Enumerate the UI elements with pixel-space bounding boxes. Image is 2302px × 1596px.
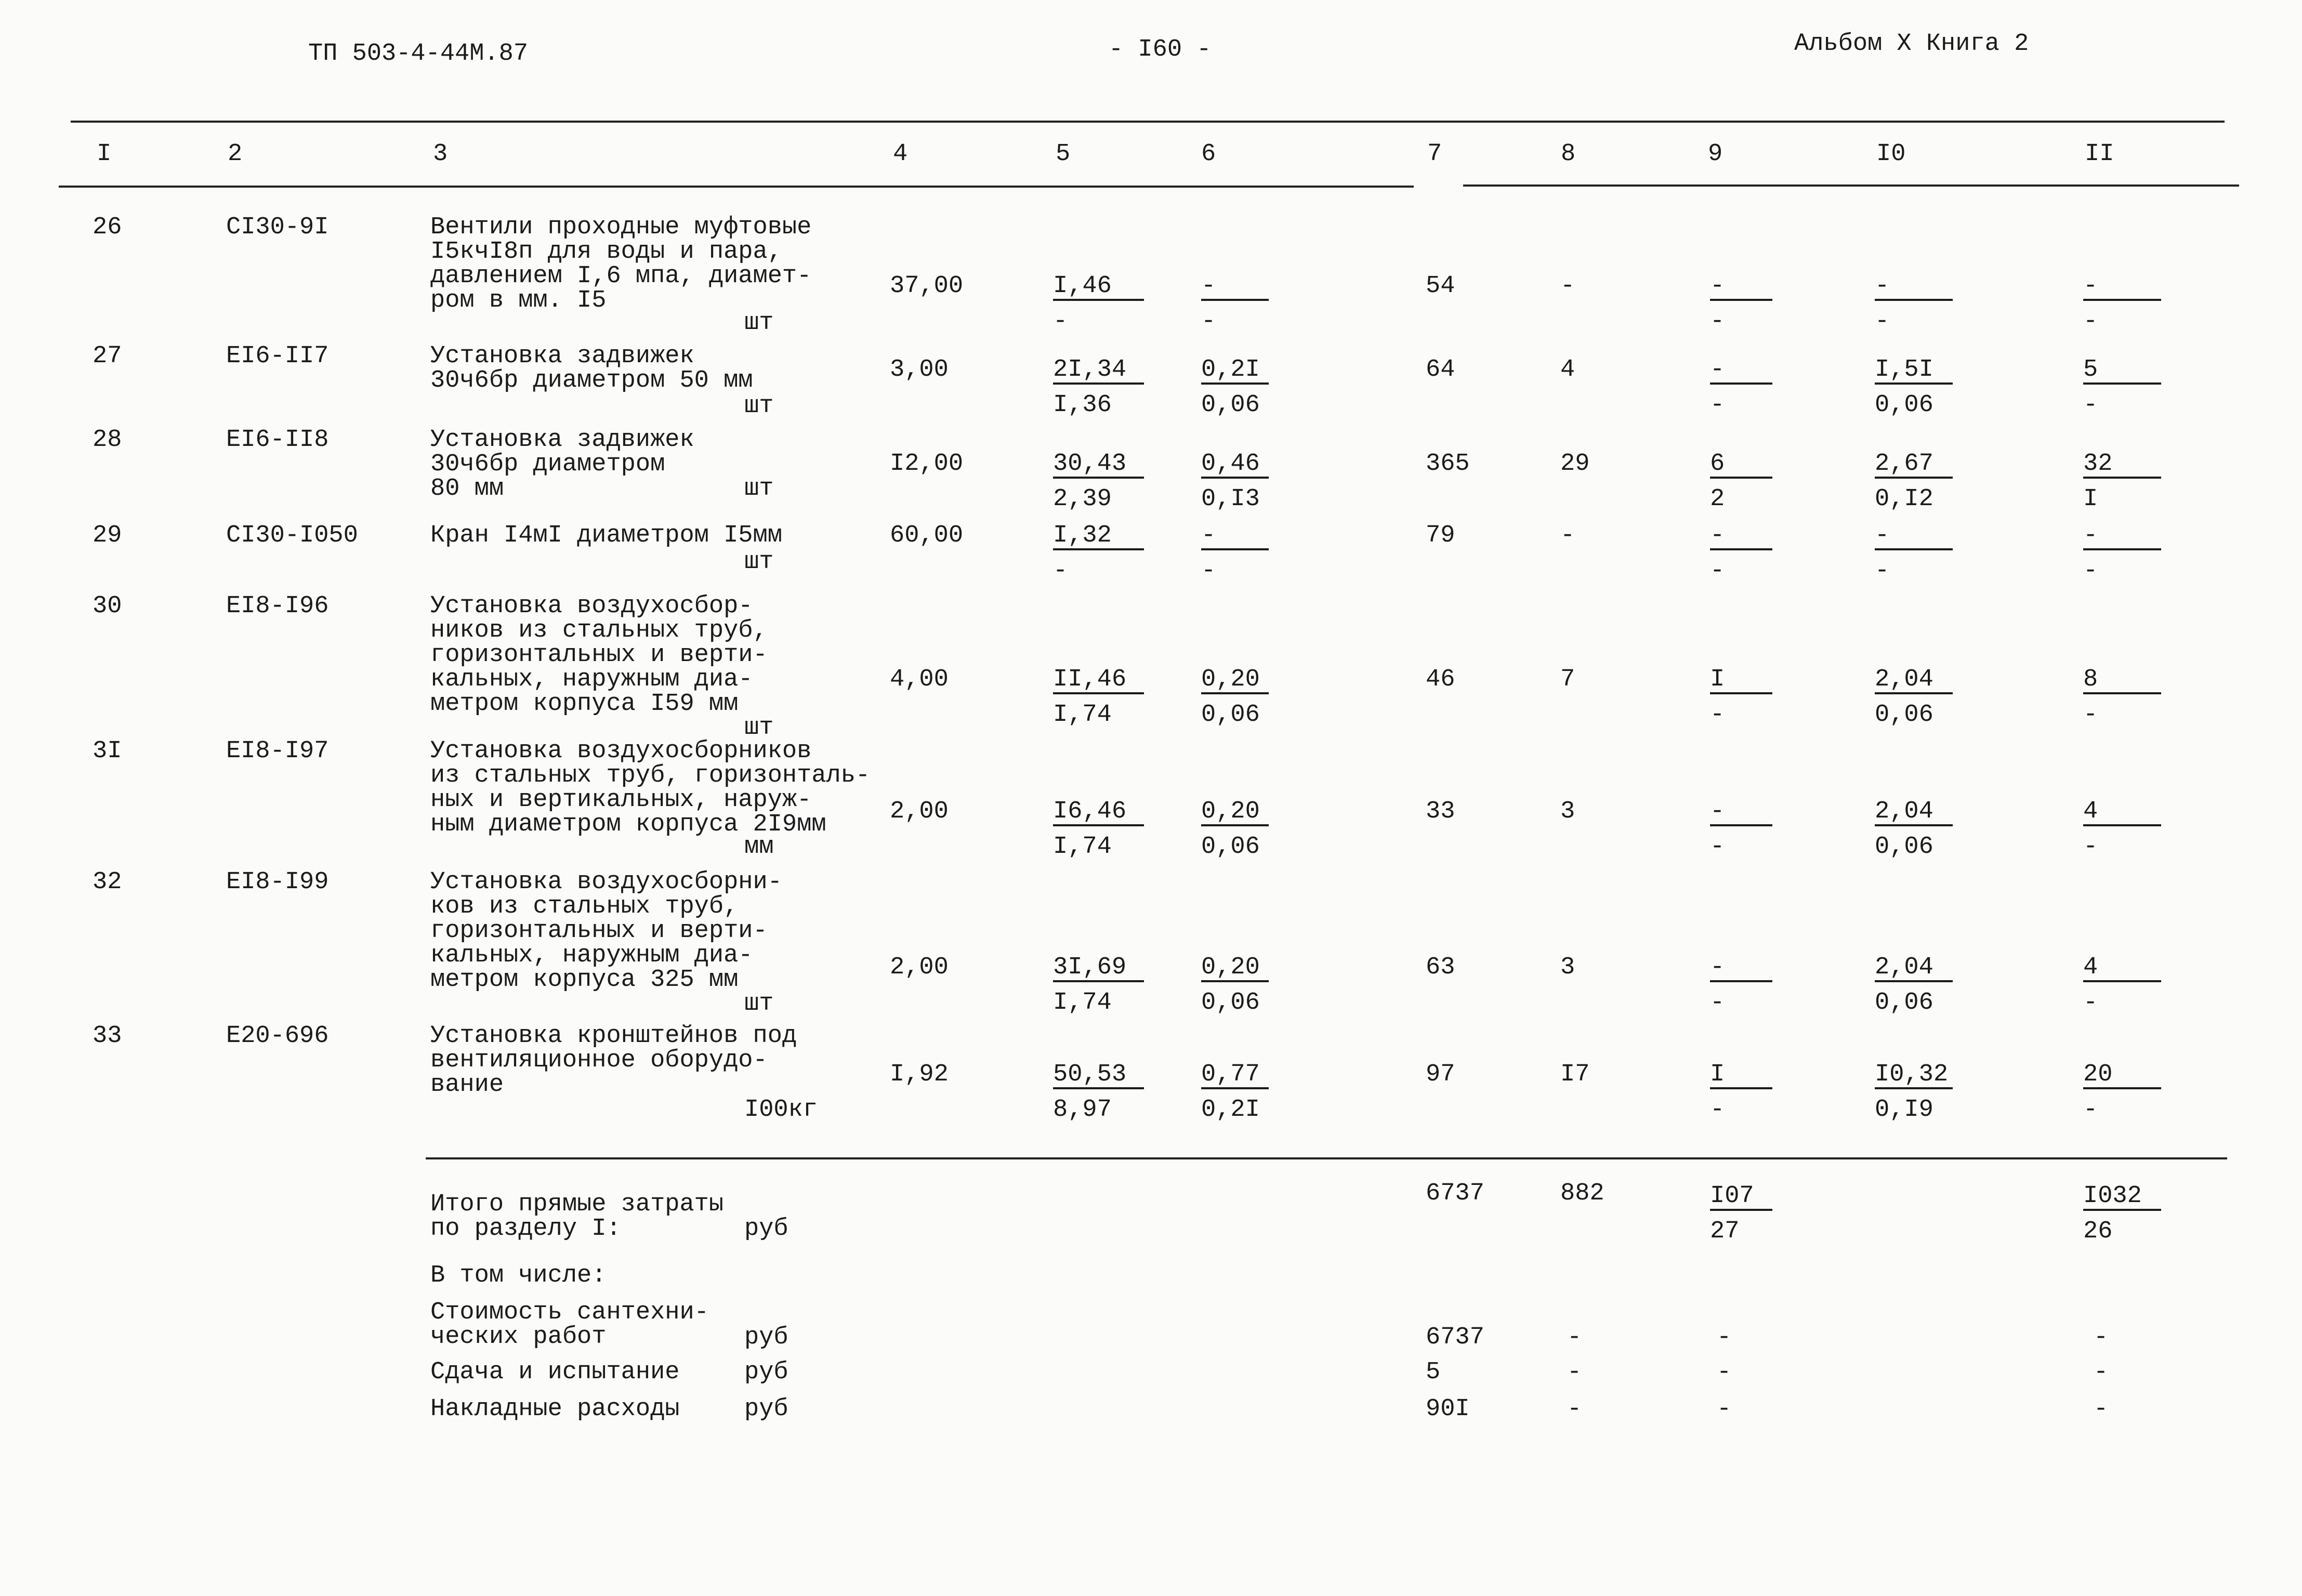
unit-labor-workers: 2,04: [1875, 955, 1953, 982]
description-line: кальных, наружным диа-: [430, 666, 753, 693]
unit-machine-cost-wages: 0,06: [1201, 989, 1260, 1017]
unit-labor-machinists: 0,06: [1875, 989, 1933, 1017]
total-labor-machinists: -: [2083, 557, 2098, 585]
description-line: ников из стальных труб,: [430, 617, 768, 644]
description-line: Установка воздухосбор-: [430, 592, 753, 620]
unit-cost-total: II,46: [1053, 667, 1144, 694]
total-machine-cost-wages: -: [1710, 557, 1725, 585]
description-line: ков из стальных труб,: [430, 893, 739, 920]
total-cost: 79: [1426, 522, 1455, 549]
unit-machine-cost-total: 0,46: [1201, 452, 1269, 479]
total-cost: 33: [1426, 798, 1455, 825]
total-wages: 4: [1560, 356, 1575, 384]
quantity: 2,00: [890, 798, 949, 825]
row-number: 30: [93, 592, 122, 620]
totals-item-row: [0, 1299, 2302, 1351]
row-number: 33: [93, 1022, 122, 1050]
table-row: [0, 342, 2302, 420]
total-labor-machinists: -: [2083, 833, 2098, 861]
album-book: Альбом X Книга 2: [1794, 30, 2029, 58]
total-wages: 882: [1560, 1180, 1604, 1207]
totals-item-row: [0, 1358, 2302, 1386]
table-row: [0, 868, 2302, 1018]
total-labor-workers: 32: [2083, 452, 2161, 479]
unit-cost-total: 3I,69: [1053, 955, 1144, 982]
table-row: [0, 592, 2302, 742]
unit-labor-machinists: 0,I9: [1875, 1096, 1933, 1124]
unit: шт: [744, 990, 774, 1018]
description-line: I5кчI8п для воды и пара,: [430, 238, 782, 266]
total-labor-machinists: -: [2083, 701, 2098, 729]
header-top-rule: [71, 121, 2225, 123]
total-wages: -: [1567, 1358, 1582, 1386]
unit-cost-wages: I,74: [1053, 701, 1112, 729]
total-labor-workers: 4: [2083, 955, 2161, 982]
description-line: Кран I4мI диаметром I5мм: [430, 522, 782, 549]
rate-code: ЕI8-I97: [226, 737, 329, 765]
table-row: [0, 522, 2302, 585]
unit-cost-wages: 2,39: [1053, 485, 1112, 513]
unit-cost-total: 2I,34: [1053, 358, 1144, 385]
total-cost: 97: [1426, 1061, 1455, 1088]
unit-labor-workers: -: [1875, 523, 1953, 550]
quantity: 2,00: [890, 954, 949, 981]
unit-machine-cost-total: 0,77: [1201, 1062, 1269, 1089]
column-header: 4: [893, 140, 908, 168]
description-line: 80 мм: [430, 475, 504, 503]
total-machine-cost: -: [1717, 1395, 1732, 1423]
unit-labor-workers: 2,04: [1875, 667, 1953, 694]
description-line: кальных, наружным диа-: [430, 942, 753, 969]
description-line: горизонтальных и верти-: [430, 641, 768, 669]
totals-direct-label: [430, 1192, 724, 1241]
unit-labor-workers: 2,04: [1875, 799, 1953, 826]
total-machine-cost-wages: 2: [1710, 485, 1725, 513]
total-machine-cost-value: I07: [1710, 1184, 1772, 1211]
total-machine-cost-wages: -: [1710, 989, 1725, 1017]
unit-machine-cost-total: -: [1201, 523, 1269, 550]
column-header: I: [97, 140, 112, 168]
total-labor-workers: 4: [2083, 799, 2161, 826]
work-description: [430, 428, 694, 501]
column-header: 5: [1056, 140, 1071, 168]
total-labor-workers: I032: [2083, 1184, 2161, 1211]
unit-machine-cost-wages: -: [1201, 308, 1216, 335]
rate-code: СI30-9I: [226, 214, 329, 241]
unit-cost-wages: 8,97: [1053, 1096, 1112, 1124]
total-labor-machinists: I: [2083, 485, 2098, 513]
total-labor-workers: -: [2083, 274, 2161, 301]
table-row: [0, 214, 2302, 337]
description-line: Установка кронштейнов под: [430, 1022, 797, 1050]
description-line: из стальных труб, горизонталь-: [430, 762, 871, 789]
total-machine-cost-value: I: [1710, 667, 1772, 694]
unit-labor-workers: 2,67: [1875, 452, 1953, 479]
description-line: Установка воздухосборников: [430, 737, 812, 765]
row-number: 27: [93, 342, 122, 370]
rate-code: ЕI8-I96: [226, 592, 329, 620]
unit: руб: [744, 1324, 788, 1351]
total-machine-cost-value: -: [1710, 799, 1772, 826]
column-header: I0: [1876, 140, 1906, 168]
description-line: вание: [430, 1071, 504, 1099]
total-machine-cost: -: [1717, 1358, 1732, 1386]
description-line: давлением I,6 мпа, диамет-: [430, 262, 812, 290]
total-wages: 7: [1560, 666, 1575, 693]
total-machine-cost-wages: -: [1710, 701, 1725, 729]
total-cost: 63: [1426, 954, 1455, 981]
header-bottom-rule: [1463, 184, 2239, 187]
unit: руб: [744, 1395, 788, 1423]
row-number: 26: [93, 214, 122, 241]
total-labor-machinists: 26: [2083, 1218, 2113, 1245]
total-machine-cost-value: -: [1710, 358, 1772, 385]
unit-labor-machinists: -: [1875, 557, 1890, 585]
table-row: [0, 737, 2302, 861]
description-line: 30ч6бр диаметром: [430, 451, 665, 478]
totals-label-line: Сдача и испытание: [430, 1358, 680, 1386]
work-description: [430, 215, 811, 313]
description-line: Установка воздухосборни-: [430, 868, 782, 896]
rate-code: Е20-696: [226, 1022, 329, 1050]
total-labor: -: [2094, 1395, 2109, 1423]
unit-machine-cost-total: 0,20: [1201, 667, 1269, 694]
rate-code: ЕI6-II8: [226, 426, 329, 454]
totals-label-line: Итого прямые затраты: [430, 1191, 724, 1218]
unit-machine-cost-wages: 0,2I: [1201, 1096, 1260, 1124]
total-wages: -: [1567, 1324, 1582, 1351]
total-labor: -: [2094, 1358, 2109, 1386]
total-labor-machinists: -: [2083, 308, 2098, 335]
column-header: 7: [1427, 140, 1442, 168]
quantity: 37,00: [890, 272, 964, 300]
document-code: ТП 503-4-44М.87: [308, 40, 529, 68]
total-cost: 5: [1426, 1358, 1441, 1386]
rate-code: СI30-I050: [226, 522, 358, 549]
totals-rule: [426, 1157, 2227, 1159]
total-machine-cost-value: 6: [1710, 452, 1772, 479]
unit-machine-cost-wages: -: [1201, 557, 1216, 585]
totals-item-label: [430, 1300, 709, 1349]
unit-labor-machinists: 0,06: [1875, 391, 1933, 419]
total-machine-cost-value: -: [1710, 955, 1772, 982]
rate-code: ЕI8-I99: [226, 868, 329, 896]
total-machine-cost-wages: -: [1710, 391, 1725, 419]
unit-machine-cost-total: 0,20: [1201, 955, 1269, 982]
total-wages: 3: [1560, 798, 1575, 825]
description-line: ром в мм. I5: [430, 287, 607, 314]
quantity: I,92: [890, 1061, 949, 1088]
unit: шт: [744, 392, 774, 420]
description-line: Установка задвижек: [430, 342, 694, 370]
total-wages: -: [1567, 1395, 1582, 1423]
total-cost: 6737: [1426, 1324, 1484, 1351]
work-description: [430, 594, 768, 716]
total-labor-workers: -: [2083, 523, 2161, 550]
total-cost: 90I: [1426, 1395, 1470, 1423]
column-header: 6: [1201, 140, 1216, 168]
total-machine-cost-wages: -: [1710, 1096, 1725, 1124]
page-number: - I60 -: [1109, 36, 1212, 63]
total-wages: 3: [1560, 954, 1575, 981]
total-labor-machinists: -: [2083, 391, 2098, 419]
unit: шт: [744, 714, 774, 742]
total-labor-machinists: -: [2083, 1096, 2098, 1124]
total-cost: 64: [1426, 356, 1455, 384]
total-cost: 365: [1426, 450, 1470, 478]
unit-cost-total: I,32: [1053, 523, 1144, 550]
unit: руб: [744, 1215, 788, 1243]
total-machine-cost-wages: -: [1710, 833, 1725, 861]
unit-machine-cost-wages: 0,06: [1201, 391, 1260, 419]
total-machine-cost-value: I: [1710, 1062, 1772, 1089]
unit: шт: [744, 309, 774, 337]
unit: шт: [744, 548, 774, 576]
work-description: [430, 344, 753, 393]
unit-labor-machinists: 0,I2: [1875, 485, 1933, 513]
quantity: I2,00: [890, 450, 964, 478]
total-labor-workers: 20: [2083, 1062, 2161, 1089]
work-description: [430, 523, 782, 548]
unit-cost-wages: I,36: [1053, 391, 1112, 419]
total-wages: 29: [1560, 450, 1590, 478]
rate-code: ЕI6-II7: [226, 342, 329, 370]
unit-labor-workers: I0,32: [1875, 1062, 1953, 1089]
description-line: Вентили проходные муфтовые: [430, 214, 812, 241]
unit-labor-machinists: 0,06: [1875, 701, 1933, 729]
unit-labor-workers: I,5I: [1875, 358, 1953, 385]
total-machine-cost-wages: -: [1710, 308, 1725, 335]
column-header: 2: [228, 140, 243, 168]
row-number: 28: [93, 426, 122, 454]
row-number: 3I: [93, 737, 122, 765]
description-line: ных и вертикальных, наруж-: [430, 786, 812, 814]
unit-cost-wages: -: [1053, 308, 1068, 335]
unit-cost-total: I6,46: [1053, 799, 1144, 826]
description-line: горизонтальных и верти-: [430, 917, 768, 945]
unit-machine-cost-wages: 0,06: [1201, 833, 1260, 861]
row-number: 29: [93, 522, 122, 549]
unit-cost-wages: I,74: [1053, 833, 1112, 861]
unit-labor-machinists: 0,06: [1875, 833, 1933, 861]
total-wages: -: [1560, 522, 1575, 549]
unit-machine-cost-total: 0,2I: [1201, 358, 1269, 385]
description-line: ным диаметром корпуса 2I9мм: [430, 811, 826, 838]
unit-machine-cost-total: 0,20: [1201, 799, 1269, 826]
unit: мм: [744, 833, 774, 861]
total-cost: 6737: [1426, 1180, 1484, 1207]
total-machine-cost-value: -: [1710, 523, 1772, 550]
unit-cost-wages: -: [1053, 557, 1068, 585]
totals-item-row: [0, 1395, 2302, 1423]
column-header: 3: [433, 140, 448, 168]
total-labor: -: [2094, 1324, 2109, 1351]
table-row: [0, 1022, 2302, 1124]
row-number: 32: [93, 868, 122, 896]
total-wages: I7: [1560, 1061, 1590, 1088]
description-line: вентиляционное оборудо-: [430, 1047, 768, 1074]
unit-labor-workers: -: [1875, 274, 1953, 301]
totals-label-line: по разделу I:: [430, 1215, 621, 1243]
totals-label-line: Стоимость сантехни-: [430, 1299, 709, 1326]
total-machine-cost-value: -: [1710, 274, 1772, 301]
unit: шт: [744, 475, 774, 503]
unit: руб: [744, 1358, 788, 1386]
quantity: 4,00: [890, 666, 949, 693]
unit-cost-wages: I,74: [1053, 989, 1112, 1017]
quantity: 60,00: [890, 522, 964, 549]
description-line: метром корпуса I59 мм: [430, 690, 739, 718]
quantity: 3,00: [890, 356, 949, 384]
total-machine-cost-wages: 27: [1710, 1218, 1740, 1245]
description-line: метром корпуса 325 мм: [430, 966, 739, 994]
totals-item-label: [430, 1360, 679, 1384]
unit-cost-total: 50,53: [1053, 1062, 1144, 1089]
description-line: Установка задвижек: [430, 426, 694, 454]
total-cost: 46: [1426, 666, 1455, 693]
column-header: II: [2085, 140, 2114, 168]
total-cost: 54: [1426, 272, 1455, 300]
column-header: 9: [1708, 140, 1723, 168]
total-wages: -: [1560, 272, 1575, 300]
unit-machine-cost-wages: 0,I3: [1201, 485, 1260, 513]
total-labor-workers: 5: [2083, 358, 2161, 385]
unit-labor-machinists: -: [1875, 308, 1890, 335]
work-description: [430, 1024, 797, 1097]
work-description: [430, 870, 782, 992]
column-header: 8: [1561, 140, 1576, 168]
totals-label-line: ческих работ: [430, 1323, 607, 1351]
including-label: В том числе:: [430, 1262, 607, 1289]
totals-label-line: Накладные расходы: [430, 1395, 680, 1423]
unit-cost-total: I,46: [1053, 274, 1144, 301]
unit: I00кг: [744, 1096, 818, 1124]
table-row: [0, 426, 2302, 513]
total-labor-workers: 8: [2083, 667, 2161, 694]
unit-machine-cost-total: -: [1201, 274, 1269, 301]
unit-machine-cost-wages: 0,06: [1201, 701, 1260, 729]
total-labor-machinists: -: [2083, 989, 2098, 1017]
description-line: 30ч6бр диаметром 50 мм: [430, 367, 753, 394]
header-bottom-rule: [59, 186, 1414, 188]
total-machine-cost: -: [1717, 1324, 1732, 1351]
totals-direct-row: [0, 1180, 2302, 1245]
unit-cost-total: 30,43: [1053, 452, 1144, 479]
totals-item-label: [430, 1397, 679, 1421]
work-description: [430, 739, 870, 837]
